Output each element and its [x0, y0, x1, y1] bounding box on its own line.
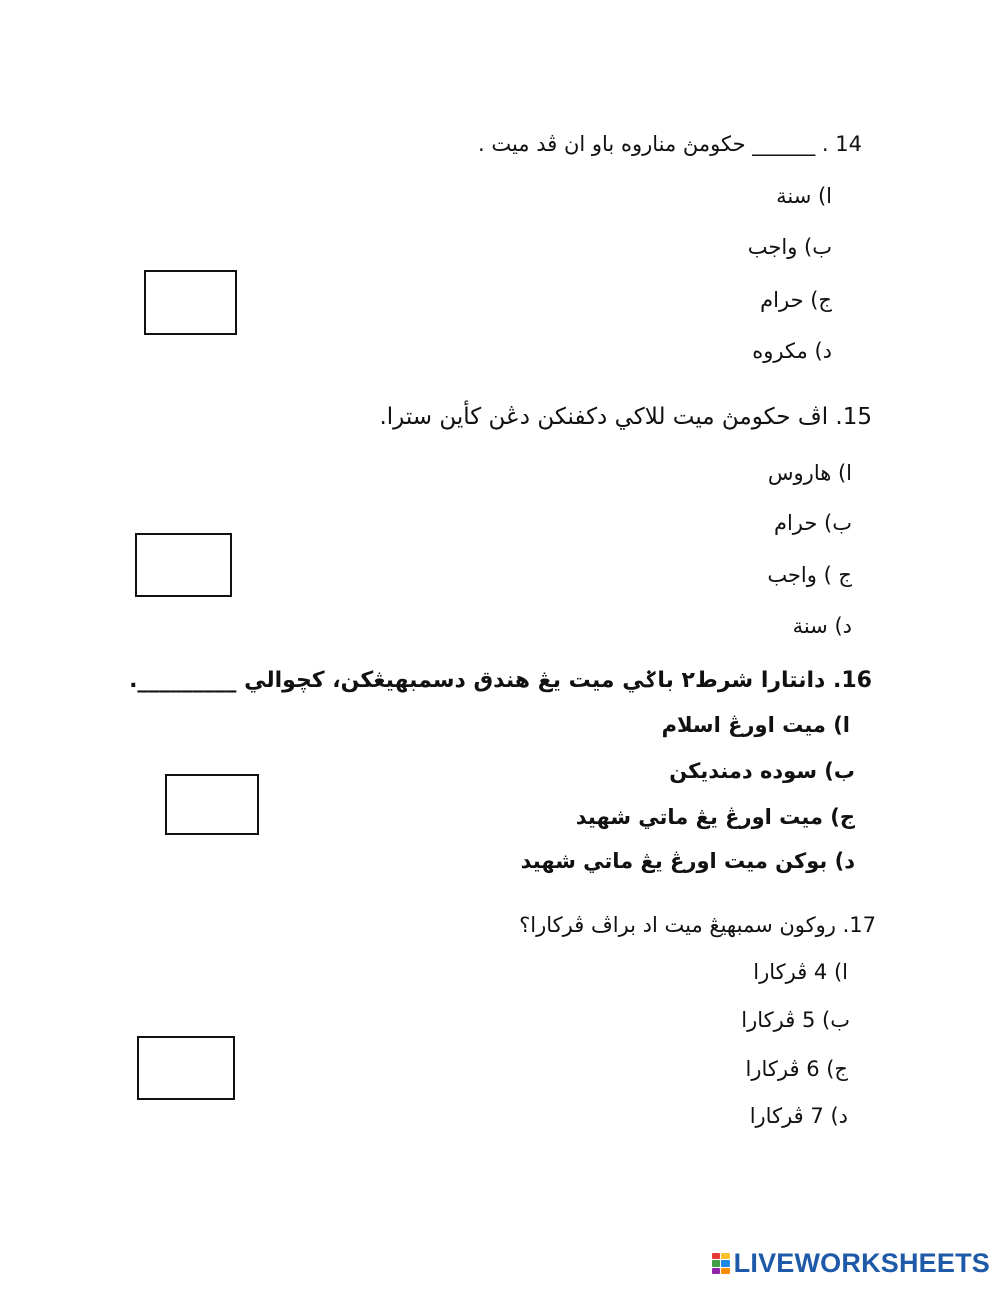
question-15-option-c: ج ) واجب — [767, 563, 852, 587]
question-16-stem: 16. دانتارا شرط٢ باݢي ميت يڠ هندق دسمبهيڠكن، كچوالي _________. — [129, 668, 872, 693]
liveworksheets-logo — [712, 1248, 990, 1279]
question-17-stem: 17. روكون سمبهيڠ ميت اد براڤ ڤركارا؟ — [519, 913, 876, 937]
question-16-option-b: ب) سوده دمنديكن — [669, 759, 855, 783]
question-17-answer-box[interactable] — [137, 1036, 235, 1100]
question-14-option-c: ج) حرام — [760, 288, 832, 312]
question-14-option-a: ا) سنة — [776, 184, 832, 208]
question-15-option-d: د) سنة — [792, 614, 852, 638]
question-16-answer-box[interactable] — [165, 774, 259, 835]
question-16-option-c: ج) ميت اورڠ يڠ ماتي شهيد — [575, 805, 855, 829]
question-14-stem: 14 . ______ حكومڽ مناروه باو ان ڤد ميت . — [477, 132, 862, 156]
question-15-option-a: ا) هاروس — [767, 461, 852, 485]
question-16-option-d: د) بوكن ميت اورڠ يڠ ماتي شهيد — [520, 849, 855, 873]
question-14-option-d: د) مكروه — [752, 339, 832, 363]
question-17-option-c: ج) 6 ڤركارا — [745, 1057, 848, 1081]
question-17-option-a: ا) 4 ڤركارا — [753, 960, 848, 984]
question-14-answer-box[interactable] — [144, 270, 237, 335]
question-16-option-a: ا) ميت اورڠ اسلام — [661, 713, 850, 737]
question-15-option-b: ب) حرام — [773, 511, 852, 535]
question-17-option-b: ب) 5 ڤركارا — [741, 1008, 850, 1032]
logo-icon — [712, 1253, 730, 1275]
brand-name: LIVEWORKSHEETS — [733, 1248, 990, 1278]
question-17-option-d: د) 7 ڤركارا — [749, 1104, 848, 1128]
question-15-stem: 15. اڤ حكومڽ ميت للاكي دكفنكن دڠن كأين سترا. — [379, 404, 872, 430]
question-14-option-b: ب) واجب — [747, 235, 832, 259]
question-15-answer-box[interactable] — [135, 533, 232, 597]
